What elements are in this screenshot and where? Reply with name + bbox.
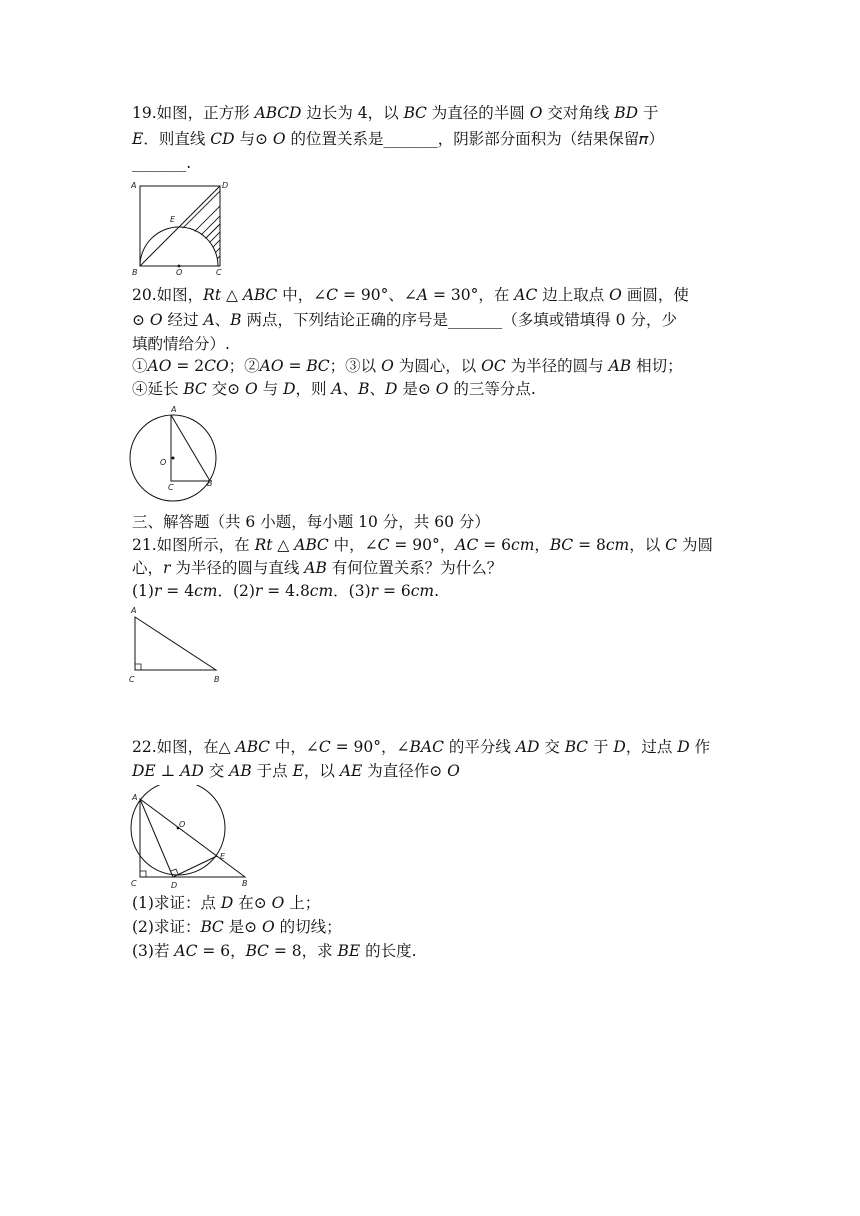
q20-label-A: A (171, 405, 177, 414)
q19-label-A: A (131, 181, 137, 190)
q22-part-1: (1)求证：点 𝐷 在⊙ 𝑂 上； (132, 894, 321, 912)
q19-label-C: C (216, 268, 222, 277)
q21-label-B: B (214, 675, 220, 684)
q20-line-2: ⊙ 𝑂 经过 𝐴、𝐵 两点，下列结论正确的序号是_______（多填或错填得 0 分，少 (132, 311, 677, 329)
q22-part-2: (2)求证：𝐵𝐶 是⊙ 𝑂 的切线； (132, 918, 342, 936)
q20-line-5: ④延长 𝐵𝐶 交⊙ 𝑂 与 𝐷，则 𝐴、𝐵、𝐷 是⊙ 𝑂 的三等分点. (132, 380, 536, 398)
q22-label-O: O (179, 820, 186, 829)
q20-label-C: C (168, 483, 174, 492)
q21-line-1: 21.如图所示，在 𝑅𝑡 △ 𝐴𝐵𝐶 中，∠𝐶 = 90°，𝐴𝐶 = 6𝑐𝑚，𝐵𝐶 = 8𝑐𝑚，以 𝐶 为圆 (132, 536, 713, 554)
q20-label-O: O (160, 458, 167, 467)
q21-label-A: A (131, 606, 137, 615)
q22-line-2: 𝐷𝐸 ⊥ 𝐴𝐷 交 𝐴𝐵 于点 𝐸，以 𝐴𝐸 为直径作⊙ 𝑂 (132, 762, 460, 780)
q22-label-B: B (242, 879, 248, 888)
q22-label-D: D (171, 881, 178, 890)
q19-label-D: D (222, 181, 229, 190)
q19-line-3: _______. (132, 154, 192, 172)
q19-line-2: 𝐸．则直线 𝐶𝐷 与⊙ 𝑂 的位置关系是_______，阴影部分面积为（结果保留𝜋） (132, 130, 664, 148)
q20-line-1: 20.如图，𝑅𝑡 △ 𝐴𝐵𝐶 中，∠𝐶 = 90°、∠𝐴 = 30°，在 𝐴𝐶 边上取点 𝑂 画圆，使 (132, 286, 689, 304)
q22-figure (124, 785, 256, 891)
q19-label-O: O (176, 268, 183, 277)
q21-line-2: 心，𝑟 为半径的圆与直线 𝐴𝐵 有何位置关系？为什么？ (132, 559, 503, 577)
q22-label-E: E (220, 852, 226, 861)
q21-line-3: (1)𝑟 = 4𝑐𝑚．(2)𝑟 = 4.8𝑐𝑚．(3)𝑟 = 6𝑐𝑚. (132, 582, 440, 600)
q20-figure (124, 402, 224, 504)
q21-figure (126, 604, 230, 688)
q20-line-4: ①𝐴𝑂 = 2𝐶𝑂；②𝐴𝑂 = 𝐵𝐶；③以 𝑂 为圆心，以 𝑂𝐶 为半径的圆与 𝐴𝐵 相切； (132, 357, 683, 375)
q22-line-1: 22.如图，在△ 𝐴𝐵𝐶 中，∠𝐶 = 90°，∠𝐵𝐴𝐶 的平分线 𝐴𝐷 交 𝐵𝐶 于 𝐷，过点 𝐷 作 (132, 738, 711, 756)
q19-label-B: B (132, 268, 138, 277)
q22-label-C: C (131, 879, 137, 888)
q22-part-3: (3)若 𝐴𝐶 = 6，𝐵𝐶 = 8，求 𝐵𝐸 的长度. (132, 942, 417, 960)
q20-line-3: 填酌情给分）. (132, 335, 230, 353)
q21-label-C: C (129, 675, 135, 684)
q22-label-A: A (132, 793, 138, 802)
q19-figure (128, 176, 232, 278)
q19-label-E: E (170, 215, 176, 224)
q19-line-1: 19.如图，正方形 𝐴𝐵𝐶𝐷 边长为 4，以 𝐵𝐶 为直径的半圆 𝑂 交对角线 𝐵𝐷 于 (132, 104, 659, 122)
q20-label-B: B (207, 479, 213, 488)
section-heading: 三、解答题（共 6 小题，每小题 10 分，共 60 分） (132, 513, 490, 531)
